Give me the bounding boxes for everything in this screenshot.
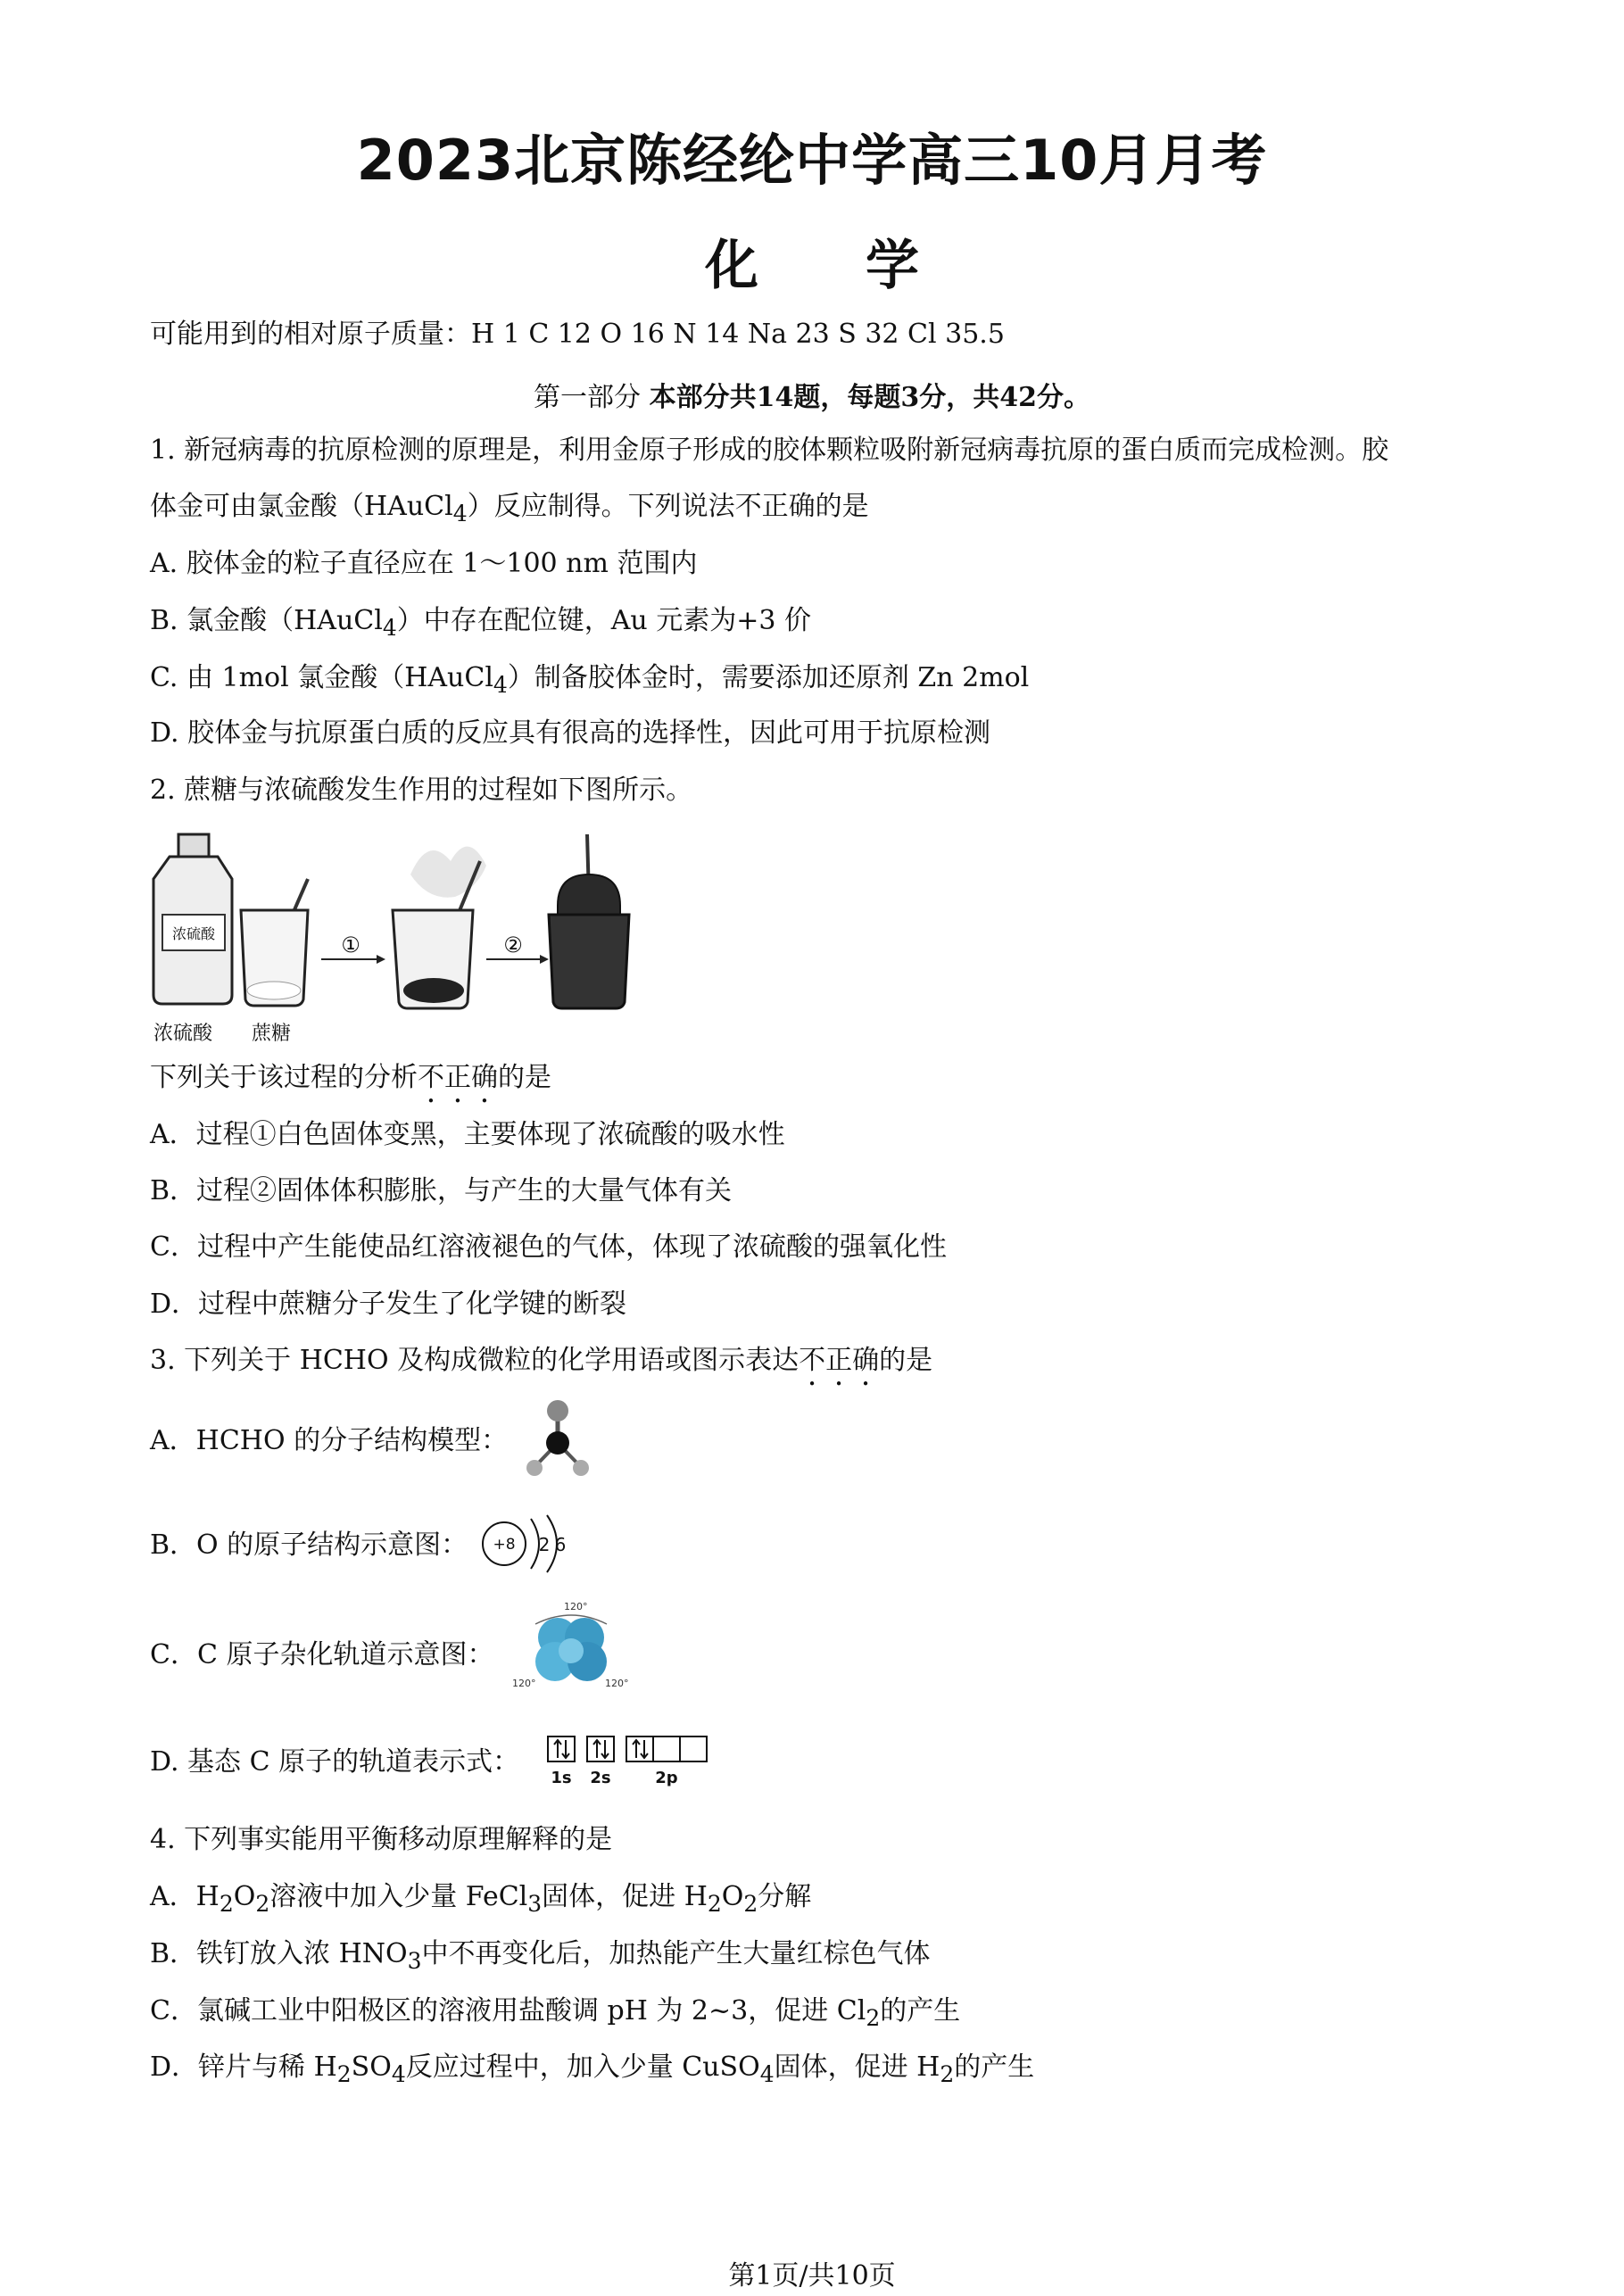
q2-option-c: C．过程中产生能使品红溶液褪色的气体，体现了浓硫酸的强氧化性 bbox=[150, 1231, 947, 1263]
page-number: 第1页/共10页 bbox=[728, 2260, 896, 2292]
q1-c-text-b: ）制备胶体金时，需要添加还原剂 Zn 2mol bbox=[507, 662, 1030, 693]
q1-option-d: D. 胶体金与抗原蛋白质的反应具有很高的选择性，因此可用于抗原检测 bbox=[150, 717, 991, 749]
q4-option-d: D．锌片与稀 $H_2SO_4$反应过程中，加入少量 CuSO$_4$固体，促进 $H_2$的产生 bbox=[150, 2051, 1035, 2087]
expanded-carbon-icon bbox=[549, 834, 629, 1008]
carbon-atom-icon bbox=[546, 1431, 569, 1455]
q1-b-sub: 4 bbox=[382, 615, 397, 641]
section-text: 本部分共14题，每题3分，共42分。 bbox=[649, 382, 1090, 413]
step1-label: ① bbox=[341, 932, 360, 957]
q3-option-b: B．O 的原子结构示意图： bbox=[150, 1529, 468, 1561]
label-2p: 2p bbox=[655, 1769, 678, 1787]
q3-option-a: A．HCHO 的分子结构模型： bbox=[150, 1425, 509, 1456]
nucleus-charge: +8 bbox=[493, 1536, 516, 1554]
q1-b-text-b: ）中存在配位键，Au 元素为+3 价 bbox=[396, 605, 812, 636]
atomic-masses: 可能用到的相对原子质量：H 1 C 12 O 16 N 14 Na 23 S 32 Cl 35.5 bbox=[150, 319, 1005, 350]
sucrose-figure bbox=[143, 825, 642, 1044]
sp2-hybrid-orbital-diagram bbox=[509, 1597, 634, 1695]
q1-option-a: A. 胶体金的粒子直径应在 1～100 nm 范围内 bbox=[150, 548, 698, 579]
oxygen-atom-icon bbox=[547, 1400, 568, 1422]
q2-option-d: D．过程中蔗糖分子发生了化学键的断裂 bbox=[150, 1289, 627, 1320]
caption-sugar: 蔗糖 bbox=[252, 1023, 292, 1044]
q1-stem-text-b: ）反应制得。下列说法不正确的是 bbox=[467, 491, 869, 522]
q1-stem-text-a: 体金可由氯金酸（HAuCl bbox=[150, 491, 453, 522]
section-prefix: 第一部分 bbox=[534, 382, 650, 413]
hydrogen-atom-icon bbox=[573, 1460, 589, 1476]
q2-question bbox=[150, 1060, 551, 1109]
q1-b-text-a: B. 氯金酸（HAuCl bbox=[150, 605, 383, 636]
blackened-beaker-icon bbox=[393, 847, 486, 1008]
label-1s: 1s bbox=[551, 1769, 572, 1787]
q4-option-c: C．氯碱工业中阳极区的溶液用盐酸调 pH 为 2~3，促进 $Cl_2$的产生 bbox=[150, 1995, 961, 2031]
q2-stem: 2. 蔗糖与浓硫酸发生作用的过程如下图所示。 bbox=[150, 775, 693, 806]
sugar-beaker-icon bbox=[241, 879, 308, 1006]
angle-top: 120° bbox=[564, 1601, 588, 1612]
q4-option-b: B．铁钉放入浓 $HNO_3$中不再变化后，加热能产生大量红棕色气体 bbox=[150, 1938, 931, 1974]
q2-option-a: A．过程①白色固体变黑，主要体现了浓硫酸的吸水性 bbox=[150, 1119, 785, 1150]
step1-arrow-icon bbox=[321, 932, 385, 964]
q2-option-b: B．过程②固体体积膨胀，与产生的大量气体有关 bbox=[150, 1175, 733, 1206]
oxygen-atom-structure-diagram bbox=[477, 1508, 584, 1579]
q4-option-a: A．$H_2O_2$溶液中加入少量 FeCl$_3$固体，促进 $H_2O_2$分解 bbox=[150, 1881, 812, 1917]
section-heading bbox=[0, 375, 1624, 414]
q2-question-emph: 不正确 bbox=[418, 1062, 498, 1093]
step2-arrow-icon bbox=[486, 932, 549, 964]
hcho-ball-stick-model bbox=[522, 1397, 593, 1481]
q1-c-sub: 4 bbox=[493, 672, 508, 698]
shell1-electrons: 2 bbox=[538, 1534, 551, 1555]
electron-arrows-icon bbox=[554, 1740, 648, 1758]
q1-stem-line1: 1. 新冠病毒的抗原检测的原理是，利用金原子形成的胶体颗粒吸附新冠病毒抗原的蛋白质而完成检测。胶 bbox=[150, 435, 1389, 466]
q2-question-post: 的是 bbox=[498, 1062, 551, 1093]
step2-label: ② bbox=[503, 932, 523, 957]
q1-c-text-a: C. 由 1mol 氯金酸（HAuCl bbox=[150, 662, 493, 693]
angle-right: 120° bbox=[605, 1678, 629, 1689]
hydrogen-atom-icon bbox=[526, 1460, 543, 1476]
q1-option-c bbox=[150, 660, 1029, 703]
q1-stem-line2 bbox=[150, 489, 869, 532]
carbon-orbital-diagram bbox=[546, 1733, 716, 1791]
acid-bottle-icon bbox=[153, 834, 232, 1004]
shell2-electrons: 6 bbox=[554, 1534, 567, 1555]
q4-stem: 4. 下列事实能用平衡移动原理解释的是 bbox=[150, 1824, 613, 1855]
caption-acid: 浓硫酸 bbox=[153, 1023, 213, 1044]
bottle-label: 浓硫酸 bbox=[171, 925, 216, 942]
q1-stem-sub: 4 bbox=[452, 501, 468, 526]
subject-title: 化学 bbox=[705, 235, 1026, 297]
page-title: 2023北京陈经纶中学高三10月月考 bbox=[356, 128, 1268, 193]
q3-option-c: C．C 原子杂化轨道示意图： bbox=[150, 1639, 494, 1670]
q2-question-pre: 下列关于该过程的分析 bbox=[150, 1062, 418, 1093]
q3-stem-emph: 不正确 bbox=[799, 1345, 880, 1376]
q1-option-b bbox=[150, 603, 811, 646]
label-2s: 2s bbox=[590, 1769, 611, 1787]
angle-left: 120° bbox=[512, 1678, 536, 1689]
q3-stem-post: 的是 bbox=[879, 1345, 933, 1376]
q3-stem-pre: 3. 下列关于 HCHO 及构成微粒的化学用语或图示表达 bbox=[150, 1345, 800, 1376]
q3-stem bbox=[150, 1343, 932, 1392]
q3-option-d: D. 基态 C 原子的轨道表示式： bbox=[150, 1746, 520, 1778]
